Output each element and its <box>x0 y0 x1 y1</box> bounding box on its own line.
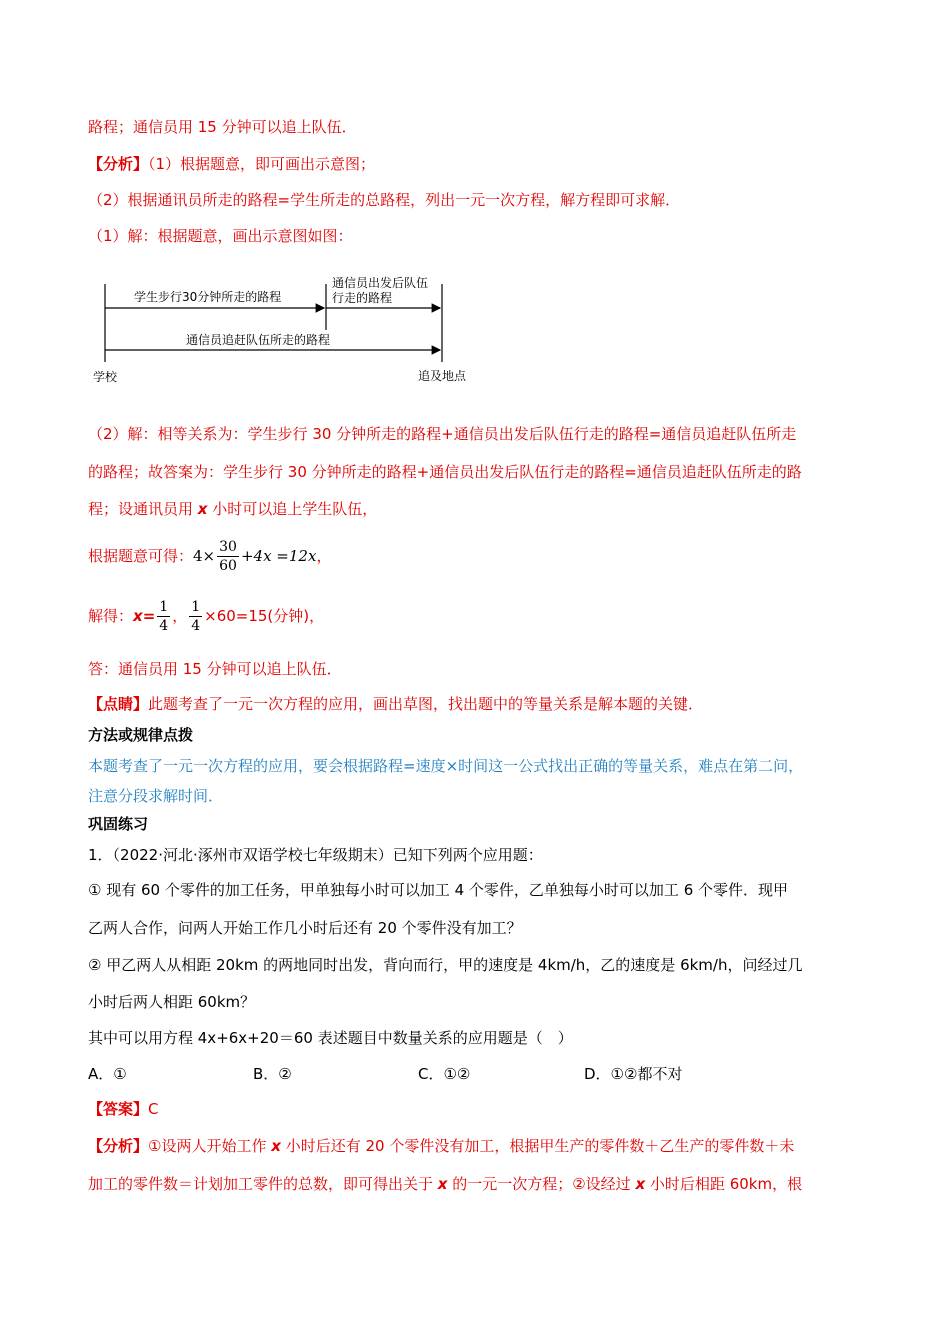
analysis2-line-1 <box>88 1136 794 1156</box>
solve-fraction-numerator: 1 <box>159 599 169 615</box>
method-line-1: 本题考查了一元一次方程的应用，要会根据路程=速度×时间这一公式找出正确的等量关系，难点在第二问， <box>88 757 804 775</box>
solve-fraction-denominator: 4 <box>159 618 169 634</box>
comment-line <box>88 694 703 714</box>
analysis2-l2-x2: x <box>635 1175 646 1193</box>
analysis-tag: 【分析】 <box>88 155 149 173</box>
label-school: 学校 <box>93 370 118 384</box>
sol2-var-x: x <box>197 500 208 518</box>
analysis2-line-2 <box>88 1174 802 1194</box>
comment-tag: 【点睛】 <box>88 695 149 713</box>
method-title: 方法或规律点拨 <box>88 726 194 744</box>
solution-part-2-line-3 <box>88 499 377 519</box>
equation-suffix: ， <box>316 547 332 565</box>
solve-line <box>88 594 324 638</box>
question-header <box>88 845 543 865</box>
solve-fraction <box>157 598 170 635</box>
solve-fraction-2-denominator: 4 <box>191 618 201 634</box>
equation-left: 4× <box>193 547 216 565</box>
item-2-line-1: ② 甲乙两人从相距 20km 的两地同时出发，背向而行，甲的速度是 4km/h，乙的速度是 6km/h，问经过几 <box>88 956 803 974</box>
question-number: 1． <box>88 846 113 864</box>
sol2-text-a: 程；设通讯员用 <box>88 500 198 518</box>
equation-line <box>88 534 331 578</box>
equation-prefix: 根据题意可得： <box>88 547 194 565</box>
solve-comma: ， <box>172 607 188 625</box>
sol2-text-b: 小时可以追上学生队伍， <box>207 500 378 518</box>
item-1-line-2: 乙两人合作，问两人开始工作几小时后还有 20 个零件没有加工？ <box>88 919 522 937</box>
label-chase: 通信员追赶队伍所走的路程 <box>186 333 331 347</box>
equation-fraction-numerator: 30 <box>219 539 237 555</box>
label-walk: 学生步行30分钟所走的路程 <box>134 290 282 304</box>
analysis2-l1-b: 小时后还有 20 个零件没有加工，根据甲生产的零件数＋乙生产的零件数＋未 <box>280 1137 795 1155</box>
analysis2-l2-c: 小时后相距 60km，根 <box>645 1175 803 1193</box>
solve-tail: ×60=15(分钟)， <box>204 607 325 625</box>
practice-title: 巩固练习 <box>88 815 149 833</box>
equation-fraction <box>217 538 239 575</box>
analysis-text: （1）根据题意，即可画出示意图； <box>148 155 376 173</box>
solve-prefix: 解得： <box>88 607 134 625</box>
analysis-line-1 <box>88 154 375 174</box>
answer-key-value: C <box>148 1100 159 1118</box>
analysis2-l1-a: ①设两人开始工作 <box>148 1137 272 1155</box>
analysis-line-2: （2）根据通讯员所走的路程=学生所走的总路程，列出一元一次方程，解方程即可求解． <box>88 191 681 209</box>
option-a[interactable]: A．① <box>88 1065 127 1083</box>
answer-key-tag: 【答案】 <box>88 1100 149 1118</box>
analysis2-l2-a: 加工的零件数＝计划加工零件的总数，即可得出关于 <box>88 1175 438 1193</box>
answer-line: 答：通信员用 15 分钟可以追上队伍． <box>88 660 342 678</box>
label-messenger-top-2: 行走的路程 <box>332 291 393 305</box>
analysis2-l2-x: x <box>437 1175 448 1193</box>
solution-part-2-line-2: 的路程；故答案为：学生步行 30 分钟所走的路程+通信员出发后队伍行走的路程=通信员追赶队伍所走的路 <box>88 463 802 481</box>
item-1-line-1: ① 现有 60 个零件的加工任务，甲单独每小时可以加工 4 个零件，乙单独每小时可以加工 6 个零件．现甲 <box>88 881 789 899</box>
option-b[interactable]: B．② <box>253 1065 292 1083</box>
solution-part-2-line-1: （2）解：相等关系为：学生步行 30 分钟所走的路程+通信员出发后队伍行走的路程=通信员追赶队伍所走 <box>88 425 797 443</box>
question-source: （2022·河北·涿州市双语学校七年级期末）已知下列两个应用题： <box>112 846 543 864</box>
answer-key-line <box>88 1099 159 1119</box>
method-line-2: 注意分段求解时间． <box>88 787 224 805</box>
label-messenger-top-1: 通信员出发后队伍 <box>332 276 429 290</box>
question-stem: 其中可以用方程 4x+6x+20＝60 表述题目中数量关系的应用题是（ ） <box>88 1029 573 1047</box>
solve-fraction-2 <box>189 598 202 635</box>
schematic-diagram <box>88 270 488 390</box>
analysis2-l2-b: 的一元一次方程；②设经过 <box>447 1175 636 1193</box>
option-c[interactable]: C．①② <box>418 1065 471 1083</box>
analysis2-tag: 【分析】 <box>88 1137 149 1155</box>
equation-mid: +4x =12x <box>240 547 317 565</box>
label-meet-point: 追及地点 <box>418 369 467 383</box>
comment-text: 此题考查了一元一次方程的应用，画出草图，找出题中的等量关系是解本题的关键． <box>148 695 704 713</box>
equation-fraction-denominator: 60 <box>219 558 237 574</box>
item-2-line-2: 小时后两人相距 60km？ <box>88 993 256 1011</box>
solve-x-eq: x= <box>133 607 156 625</box>
solve-fraction-2-numerator: 1 <box>191 599 201 615</box>
option-d[interactable]: D．①②都不对 <box>584 1065 683 1083</box>
para-continuation: 路程；通信员用 15 分钟可以追上队伍． <box>88 118 357 136</box>
analysis2-l1-x: x <box>271 1137 281 1155</box>
solution-part-1: （1）解：根据题意，画出示意图如图： <box>88 227 353 245</box>
